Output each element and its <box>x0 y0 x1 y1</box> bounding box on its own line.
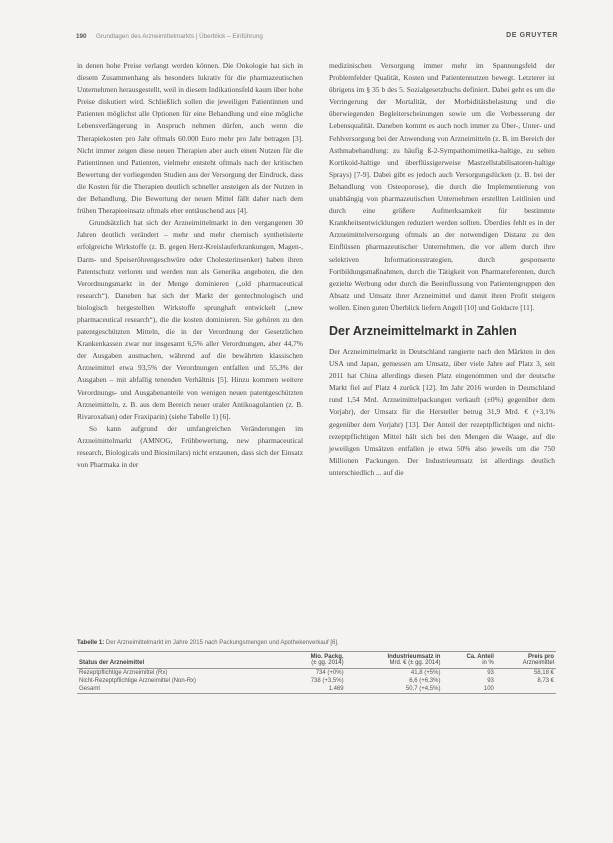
table-cell: 50,7 (+4,5%) <box>405 686 441 692</box>
table-row <box>77 677 556 685</box>
section-heading: Der Arzneimittelmarkt in Zahlen <box>329 323 517 338</box>
table-cell: 8,73 € <box>537 678 554 684</box>
table-caption-label: Tabelle 1: <box>77 640 105 646</box>
right-column <box>329 60 555 479</box>
table-cell: Rezeptpflichtige Arzneimittel (Rx) <box>79 670 168 676</box>
table-row <box>77 669 556 678</box>
table-cell: 93 <box>487 670 494 676</box>
table-caption-text: Der Arzneimittelmarkt im Jahre 2015 nach Packungsmengen und Apothekenverkauf [6]. <box>105 640 339 646</box>
table-header-cell: Mio. Packg. (± gg. 2014) <box>310 654 344 666</box>
table-header-cell: Preis pro Arzneimittel <box>522 654 554 666</box>
table-cell: 41,8 (+5%) <box>410 670 441 676</box>
left-column <box>77 60 303 471</box>
table-cell: Gesamt <box>79 686 101 692</box>
running-title: Grundlagen des Arzneimittelmarkts | Überblick – Einführung <box>96 33 263 40</box>
table-cell: 58,18 € <box>533 670 554 676</box>
table-header-cell: Status der Arzneimittel <box>79 660 145 666</box>
table-block <box>77 640 556 694</box>
page-number: 190 <box>76 33 87 40</box>
page-header <box>76 33 558 45</box>
body-paragraph: Grundsätzlich hat sich der Arzneimittelmarkt in den vergangenen 30 Jahren deutlich verändert – mehr und mehr chemisch synthetisierte erfolgreiche Wirkstoffe (z. B. gegen Herz-Kreislauferkrankungen, Magen-, Darm- und Speiseröhrengeschwüre oder Cholesterinsenker) haben ihren Patentschutz verloren und werden nun als Generika angeboten, die den Verordnungsmarkt in der Menge dominieren („old pharmaceutical research“). Daneben hat sich der Markt der gentechnologisch und biologisch hergestellten Wirkstoffe sprunghaft entwickelt („new pharmaceutical research“), die die kosten dominieren. Sie gehören zu den patentgeschützten Mitteln, die in der Verordnung der Gesetzlichen Krankenkassen zwar nur insgesamt 6,5% aller Verordnungen, aber 44,7% der Ausgaben ausmachen, während auf die bewährten klassischen Arzneimittel etwa 93,5% der Verordnungen entfallen und 55,3% der Ausgaben – mit abfallig tenenden Verhältnis [5]. Hinzu kommen weitere Verordnungs- und Ausgabenanteile von wenigen neuen patentgeschützten Arzneimitteln, z. B. aus dem Bereich neuer oraler Antikoagulantien (z. B. Rivaroxaban) oder Fraxiparin) (siehe Tabelle 1) [6]. <box>77 218 303 421</box>
table-cell: 100 <box>483 686 494 692</box>
table-cell: 1.469 <box>328 686 344 692</box>
table-row <box>77 685 556 694</box>
data-table <box>77 651 556 694</box>
table-cell: 738 (+3,5%) <box>310 678 344 684</box>
table-cell: Nicht-Rezeptpflichtige Arzneimittel (Non-Rx) <box>79 678 197 684</box>
body-paragraph: So kann aufgrund der umfangreichen Veränderungen im Arzneimittelmarkt (AMNOG, Frühbewertung, new pharmaceutical research, Biologicals und Biosimilars) nicht erstaunen, dass sich der Einsatz von Pharmaka in der <box>77 423 303 470</box>
table-caption <box>77 640 556 646</box>
table-cell <box>496 685 556 694</box>
body-paragraph: Der Arzneimittelmarkt in Deutschland rangierte nach den Märkten in den USA und Japan, gemessen am Umsatz, über viele Jahre auf Platz 3, seit 2011 hat China allerdings diesen Platz eingenommen und der deutsche Markt fiel auf Platz 4 zurück [12]. Im Jahr 2016 wurden in Deutschland rund 1,54 Mrd. Arzneimittelpackungen verkauft (±0%) gegenüber dem Vorjahr), der Umsatz für die Hersteller betrug 31,9 Mrd. € (+3,1% gegenüber dem Vorjahr) [13]. Der Anteil der rezeptpflichtigen und nicht-rezeptpflichtigen Mittel hält sich bei den Mengen die Waage, auf die jeweiligen Umsätzen entfallen je etwa 50% also jeweils um die 750 Millionen Packungen. Der Industrieumsatz ist allerdings deutlich unterschiedlich ... auf die <box>329 346 555 477</box>
table-cell: 6,6 (+6,3%) <box>409 678 441 684</box>
table-cell: 734 (+0%) <box>315 670 344 676</box>
table-header-row <box>77 652 556 669</box>
body-paragraph: medizinischen Versorgung immer mehr im Spannungsfeld der Problemfelder Qualität, Kosten und Patientennutzen bewegt. Letzterer ist übrigens im § 35 b des 5. Sozialgesetzbuchs definiert. Dabei geht es um die Verringerung der Mortalität, der Morbiditätsbelastung und die überwiegenden Begleiterscheinungen sowie um die Verbesserung der Lebensqualität. Daneben kommt es auch noch immer zu Über-, Unter- und Fehlversorgung bei der Anwendung von Arzneimitteln (z. B. im Bereich der Asthmabehandlung: zu häufig ß-2-Sympathomimetika-haltige, zu selten Kortikoid-haltige und überflüssigerweise Mastzellstabilisatoren-haltige Sprays) [7-9]. Dabei gibt es jedoch auch Versorgungslücken (z. B. bei der Behandlung von Osteoporose), die durch die Implementierung von unabhängig von pharmazeutischen Unternehmen erstellten Leitlinien und durch eine größere Aufmerksamkeit für bestimmte Krankheitsentwicklungen reduziert werden sollten. Überdies fehlt es in der Arzneimittelversorgung oftmals an der notwendigen Distanz zu den Einflüssen pharmazeutischer Unternehmen, die vor allem durch ihre selektiven Informationsstrategien, durch gesponserte Fortbildungsmaßnahmen, durch die Tätigkeit von Pharmareferenten, durch gezielte Werbung oder durch die Beeinflussung von Patientengruppen den Absatz und Umsatz ihrer Arzneimittel und damit ihren Profit steigern wollen. Einen guten Überblick liefern Angell [10] und Goldacre [11]. <box>329 61 555 312</box>
body-paragraph: in denen hohe Preise verlangt werden können. Die Onkologie hat sich in diesem Zusammenhang als besonders lukrativ für die pharmazeutischen Unternehmen herausgestellt, weil in diesem Indikationsfeld kaum über hohe Preise diskutiert wird. Schließlich sollen die jeweiligen Patientinnen und Patienten möglichst alle Optionen für eine Behandlung und eine mögliche Lebensverlängerung in Anspruch nehmen dürfen, auch wenn die Therapiekosten pro Jahr oftmals 60.000 Euro mehr pro Jahr betragen [3]. Nicht immer zeigen diese neuen Therapien aber auch einen Nutzen für die Patientinnen und Patienten, vielmehr entsteht oftmals nach der kritischen Bewertung der vorliegenden Studien aus der Versorgung der Eindruck, dass die Kosten für die Therapien deutlich schneller ansteigen als der Nutzen in der Behandlung. Die Bewertung der neuen Mittel fällt daher nach dem frühen Therapieeinsatz oftmals eher enttäuschend aus [4]. <box>77 61 303 216</box>
table-header-cell: Ca. Anteil in % <box>466 654 494 666</box>
table-cell: 93 <box>487 678 494 684</box>
publisher-logo: DE GRUYTER <box>506 32 558 39</box>
table-header-cell: Industrieumsatz in Mrd. € (± gg. 2014) <box>387 654 441 666</box>
